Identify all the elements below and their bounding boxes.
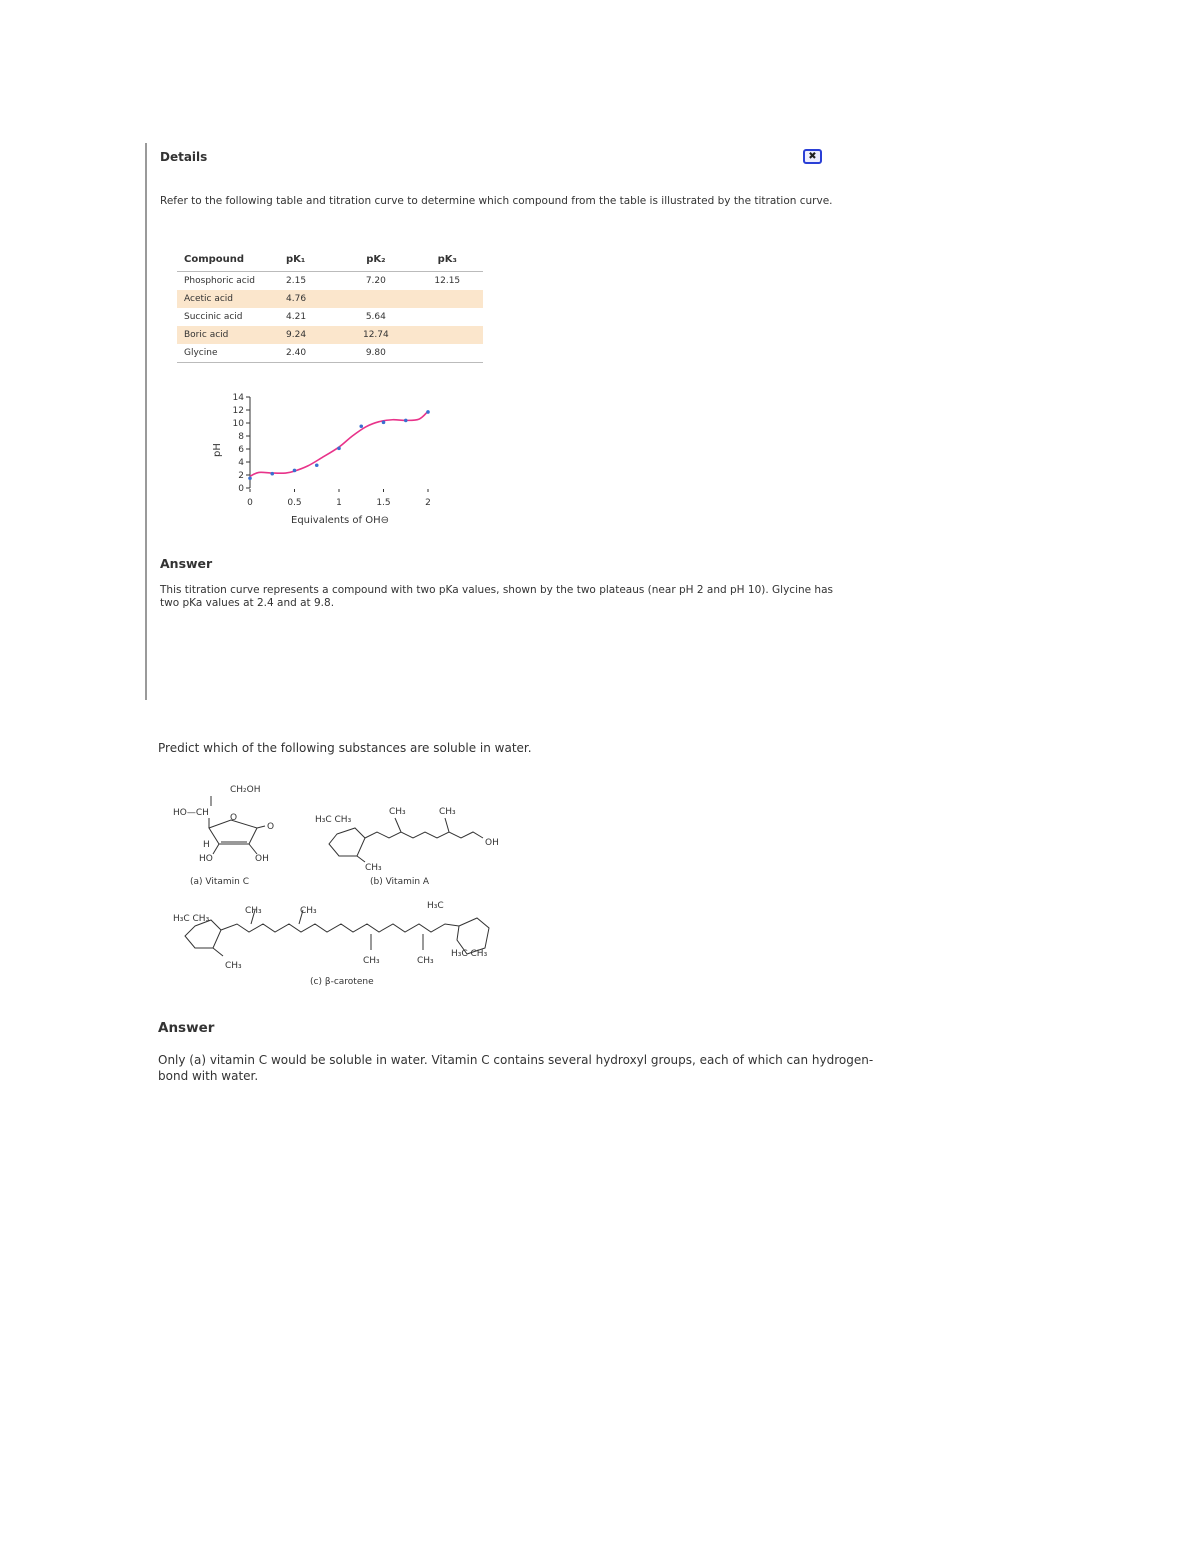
- col-compound: Compound: [177, 251, 279, 272]
- data-point: [359, 424, 363, 428]
- cell-pk3: [412, 326, 483, 344]
- pk-table: [177, 251, 483, 363]
- y-tick-label: 2: [238, 471, 244, 481]
- table-row: [177, 344, 483, 363]
- x-tick-label: 0: [247, 498, 253, 508]
- atom-label: HO—CH: [173, 808, 209, 818]
- atom-label: H₃C CH₃: [451, 949, 488, 959]
- cell-pk1: 2.15: [286, 276, 307, 286]
- panel-divider: [145, 143, 147, 700]
- data-point: [426, 410, 430, 414]
- vitamin-c-structure: [209, 796, 265, 854]
- cell-pk3: [412, 290, 483, 308]
- atom-label: OH: [255, 854, 269, 864]
- x-tick-label: 2: [425, 498, 431, 508]
- y-tick-label: 14: [232, 393, 244, 403]
- answer-text: This titration curve represents a compound with two pKa values, shown by the two plateaus (near pH 2 and pH 10). Glycine has two pKa values at 2.4 and at 9.8.: [160, 584, 833, 609]
- question-text: Refer to the following table and titration curve to determine which compound from the table is illustrated by the titration curve.: [160, 195, 833, 207]
- atom-label: H: [203, 840, 210, 850]
- x-tick-label: 0.5: [287, 498, 302, 508]
- data-point: [337, 447, 341, 451]
- chart-axes: [233, 393, 431, 508]
- vitamin-a-structure: [329, 818, 483, 862]
- structure-label: (b) Vitamin A: [370, 877, 430, 887]
- atom-label: H₃C: [427, 901, 444, 911]
- close-button[interactable]: ✖: [803, 149, 822, 164]
- cell-compound: Succinic acid: [184, 312, 243, 322]
- table-row: [177, 290, 483, 308]
- atom-label: CH₃: [225, 961, 242, 971]
- y-tick-label: 0: [238, 484, 244, 494]
- question2-text: Predict which of the following substances are soluble in water.: [158, 741, 532, 755]
- cell-pk1: 4.21: [286, 312, 307, 322]
- fit-curve: [250, 411, 428, 476]
- details-title: Details: [160, 150, 208, 164]
- y-tick-label: 12: [232, 406, 244, 416]
- data-point: [248, 476, 252, 480]
- vitamin-structures-figure: [165, 778, 525, 993]
- atom-label: CH₃: [417, 956, 434, 966]
- atom-label: CH₃: [300, 906, 317, 916]
- cell-pk3: 12.15: [434, 276, 461, 286]
- y-tick-label: 8: [238, 432, 244, 442]
- atom-label: O: [230, 813, 238, 823]
- table-row: [177, 272, 483, 291]
- cell-pk1: 4.76: [279, 290, 340, 308]
- answer-text: Only (a) vitamin C would be soluble in water. Vitamin C contains several hydroxyl groups, each of which can hydrogen-bond with water.: [158, 1053, 874, 1083]
- atom-label: H₃C CH₃: [173, 914, 210, 924]
- col-pk1: pK₁: [279, 251, 340, 272]
- data-point: [382, 421, 386, 425]
- y-tick-label: 6: [238, 445, 244, 455]
- cell-pk2: [340, 290, 411, 308]
- atom-label: CH₃: [245, 906, 262, 916]
- atom-label: H₃C CH₃: [315, 815, 352, 825]
- cell-pk3: [412, 308, 483, 326]
- data-point: [270, 472, 274, 476]
- x-axis-label: Equivalents of OH⊖: [291, 515, 389, 526]
- x-tick-label: 1.5: [376, 498, 391, 508]
- beta-carotene-structure: [185, 910, 489, 956]
- table-row: [177, 308, 483, 326]
- atom-label: CH₃: [439, 807, 456, 817]
- cell-pk1: 9.24: [279, 326, 340, 344]
- structure-label: (c) β-carotene: [310, 977, 374, 987]
- cell-pk2: 5.64: [365, 312, 386, 322]
- atom-label: CH₃: [365, 863, 382, 873]
- atom-label: O: [267, 822, 275, 832]
- data-point: [293, 469, 297, 473]
- atom-label: HO: [199, 854, 213, 864]
- atom-label: CH₃: [363, 956, 380, 966]
- table-row: [177, 326, 483, 344]
- titration-curve-chart: [200, 388, 460, 533]
- col-pk2: pK₂: [340, 251, 411, 272]
- cell-compound: Glycine: [177, 344, 279, 363]
- cell-pk2: 12.74: [340, 326, 411, 344]
- answer-heading: Answer: [158, 1020, 215, 1036]
- y-tick-label: 10: [232, 419, 244, 429]
- cell-compound: Phosphoric acid: [184, 276, 255, 286]
- cell-pk2: 9.80: [340, 344, 411, 363]
- answer-heading: Answer: [160, 556, 213, 571]
- col-pk3: pK₃: [412, 251, 483, 272]
- y-axis-label: pH: [212, 443, 223, 457]
- cell-pk2: 7.20: [365, 276, 386, 286]
- cell-pk3: [412, 344, 483, 363]
- structure-label: (a) Vitamin C: [190, 877, 250, 887]
- data-point: [404, 419, 408, 423]
- cell-compound: Acetic acid: [177, 290, 279, 308]
- atom-label: CH₃: [389, 807, 406, 817]
- x-tick-label: 1: [336, 498, 342, 508]
- cell-pk1: 2.40: [279, 344, 340, 363]
- cell-compound: Boric acid: [177, 326, 279, 344]
- data-point: [315, 463, 319, 467]
- atom-label: CH₂OH: [230, 785, 261, 795]
- atom-label: OH: [485, 838, 499, 848]
- y-tick-label: 4: [238, 458, 244, 468]
